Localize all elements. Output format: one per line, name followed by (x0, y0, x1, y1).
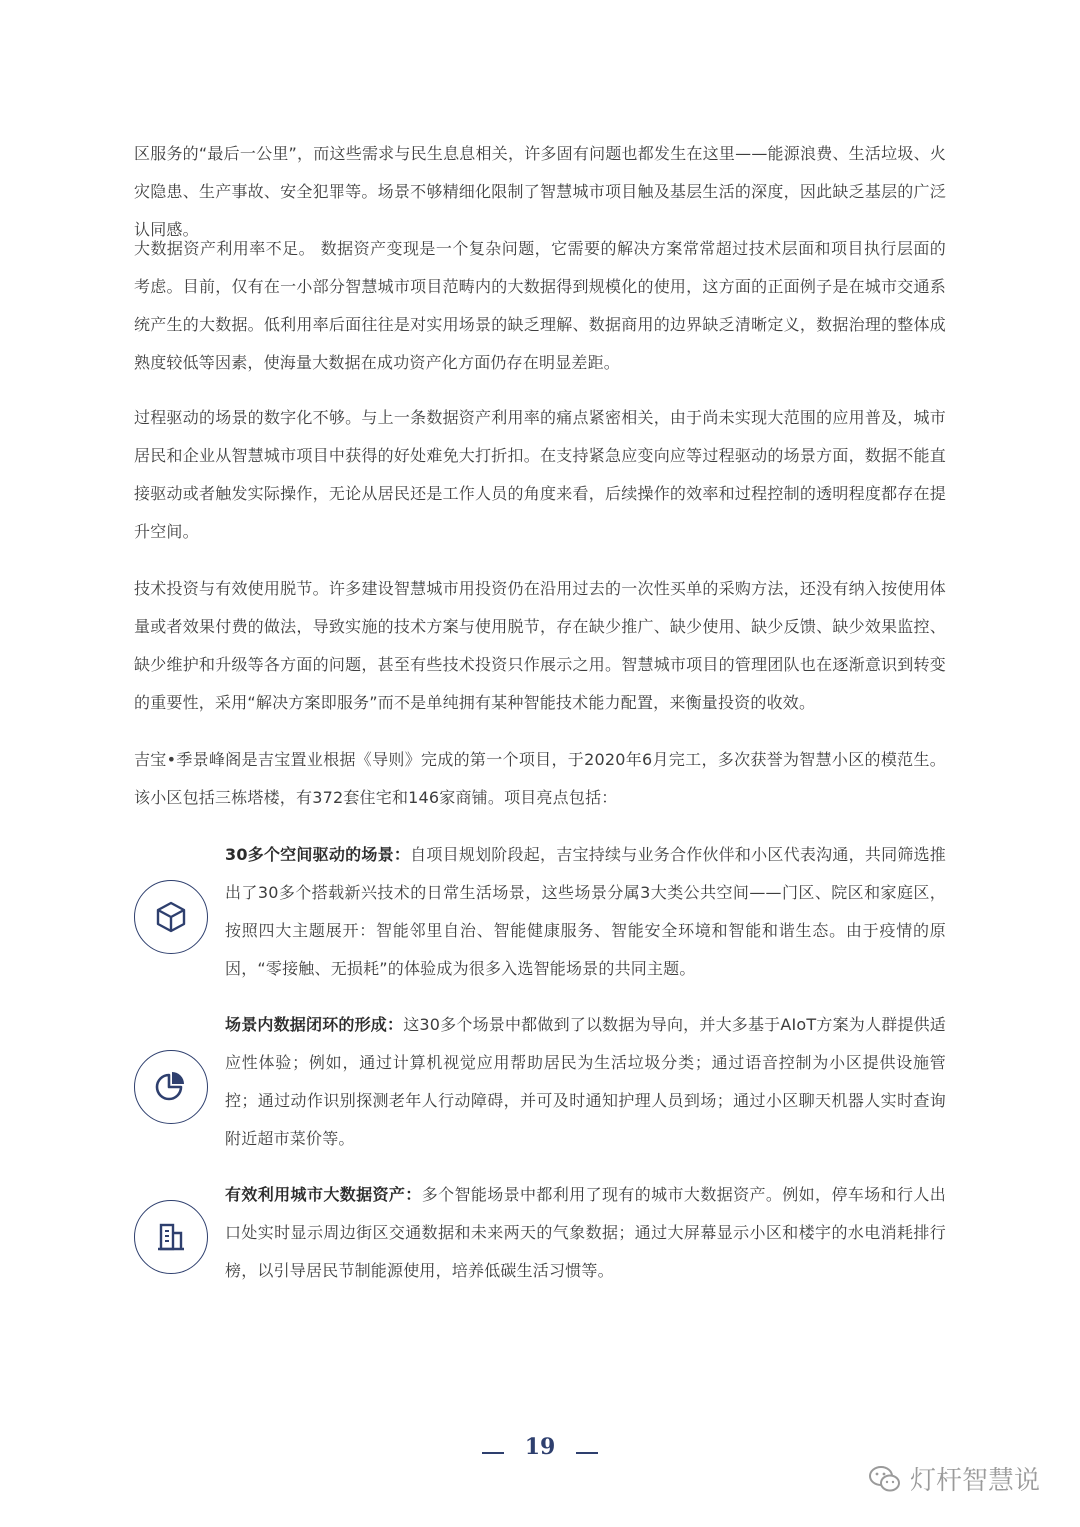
highlight-body: 这30多个场景中都做到了以数据为导向，并大多基于AIoT方案为人群提供适应性体验；例如，通过计算机视觉应用帮助居民为生活垃圾分类；通过语音控制为小区提供设施管控；通过动作识别探测老年人行动障碍，并可及时通知护理人员到场；通过小区聊天机器人实时查询附近超市菜价等。 (225, 1015, 946, 1148)
watermark (868, 1460, 1040, 1497)
building-icon (134, 1200, 208, 1274)
paragraph-keppel-project: 吉宝•季景峰阁是吉宝置业根据《导则》完成的第一个项目，于2020年6月完工，多次获誉为智慧小区的模范生。该小区包括三栋塔楼，有372套住宅和146家商铺。项目亮点包括： (134, 750, 946, 807)
paragraph-tech-investment: 技术投资与有效使用脱节。许多建设智慧城市用投资仍在沿用过去的一次性买单的采购方法，还没有纳入按使用体量或者效果付费的做法，导致实施的技术方案与使用脱节，存在缺少推广、缺少使用、缺少反馈、缺少效果监控、缺少维护和升级等各方面的问题，甚至有些技术投资只作展示之用。智慧城市项目的管理团队也在逐渐意识到转变的重要性，采用“解决方案即服务”而不是单纯拥有某种智能技术能力配置，来衡量投资的收效。 (134, 579, 946, 712)
highlight-item-spatial-scenarios (134, 836, 946, 996)
cube-icon (134, 880, 208, 954)
watermark-text: 灯杆智慧说 (910, 1466, 1041, 1496)
highlight-body: 多个智能场景中都利用了现有的城市大数据资产。例如，停车场和行人出口处实时显示周边街区交通数据和未来两天的气象数据；通过大屏幕显示小区和楼宇的水电消耗排行榜，以引导居民节制能源使用，培养低碳生活习惯等。 (225, 1185, 946, 1280)
highlight-text (225, 1006, 946, 1158)
highlight-title: 场景内数据闭环的形成： (225, 1015, 404, 1034)
page-number-right-dash (576, 1452, 598, 1454)
highlight-item-city-data (134, 1176, 946, 1296)
page-number: 19 (524, 1434, 556, 1460)
highlight-text (225, 836, 946, 988)
highlight-item-data-loop (134, 1006, 946, 1166)
highlight-title: 有效利用城市大数据资产： (225, 1185, 422, 1204)
highlight-text (225, 1176, 946, 1290)
pie-chart-icon (134, 1050, 208, 1124)
wechat-icon (868, 1464, 902, 1494)
paragraph-community-service: 区服务的“最后一公里”，而这些需求与民生息息相关，许多固有问题也都发生在这里——能源浪费、生活垃圾、火灾隐患、生产事故、安全犯罪等。场景不够精细化限制了智慧城市项目触及基层生活的深度，因此缺乏基层的广泛认同感。 (134, 144, 946, 239)
paragraph-process-digitization: 过程驱动的场景的数字化不够。与上一条数据资产利用率的痛点紧密相关，由于尚未实现大范围的应用普及，城市居民和企业从智慧城市项目中获得的好处难免大打折扣。在支持紧急应变向应等过程驱动的场景方面，数据不能直接驱动或者触发实际操作，无论从居民还是工作人员的角度来看，后续操作的效率和过程控制的透明程度都存在提升空间。 (134, 408, 946, 541)
highlight-title: 30多个空间驱动的场景： (225, 845, 411, 864)
paragraph-big-data-utilization: 大数据资产利用率不足。 数据资产变现是一个复杂问题，它需要的解决方案常常超过技术层面和项目执行层面的考虑。目前，仅有在一小部分智慧城市项目范畴内的大数据得到规模化的使用，这方面的正面例子是在城市交通系统产生的大数据。低利用率后面往往是对实用场景的缺乏理解、数据商用的边界缺乏清晰定义，数据治理的整体成熟度较低等因素，使海量大数据在成功资产化方面仍存在明显差距。 (134, 239, 946, 372)
highlight-body: 自项目规划阶段起，吉宝持续与业务合作伙伴和小区代表沟通，共同筛选推出了30多个搭载新兴技术的日常生活场景，这些场景分属3大类公共空间——门区、院区和家庭区，按照四大主题展开：智能邻里自治、智能健康服务、智能安全环境和智能和谐生态。由于疫情的原因，“零接触、无损耗”的体验成为很多入选智能场景的共同主题。 (225, 845, 946, 978)
